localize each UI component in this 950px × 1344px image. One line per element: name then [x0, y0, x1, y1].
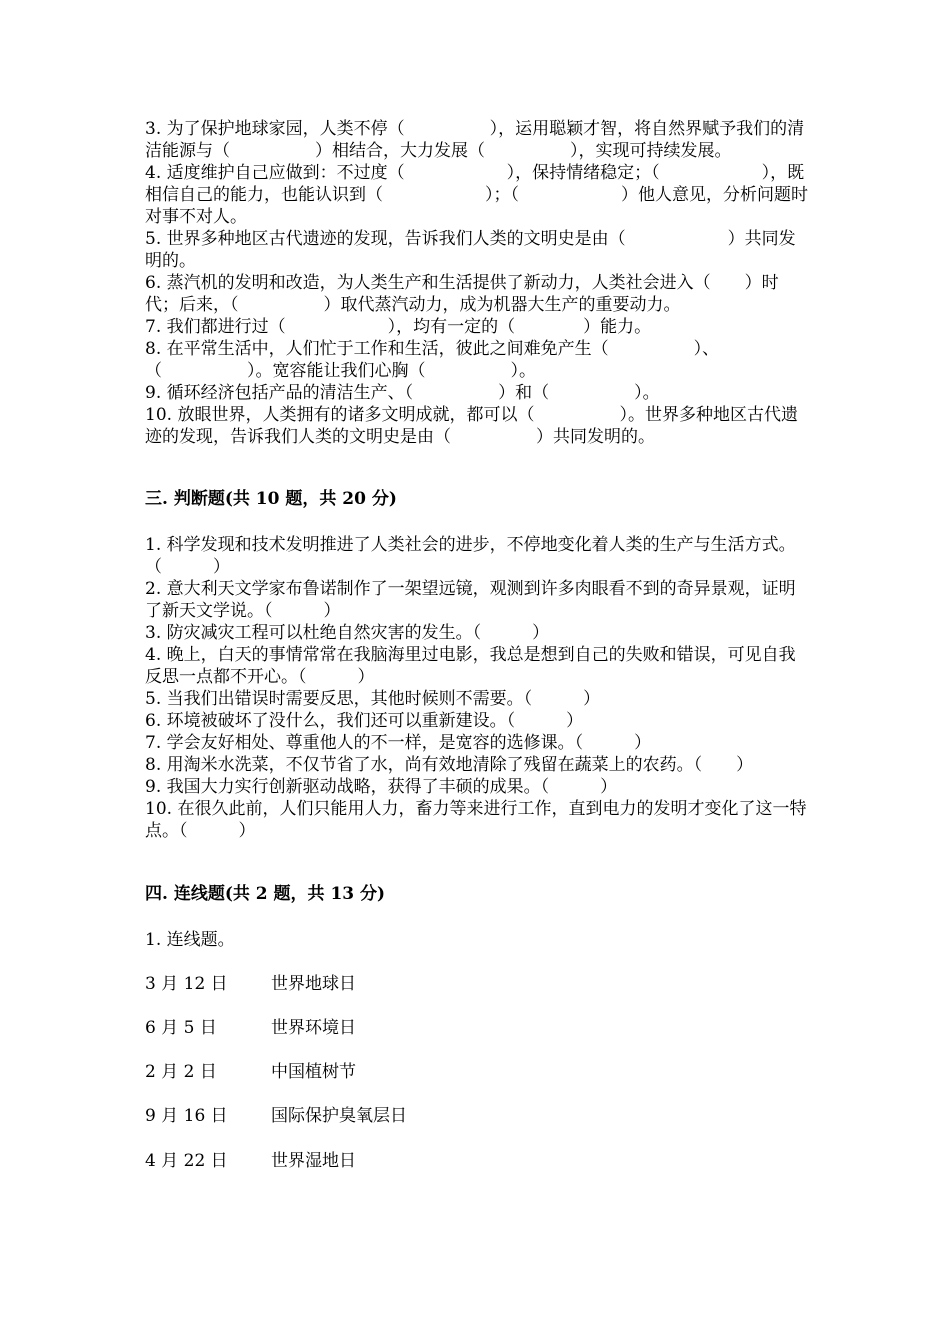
matching-event: 世界环境日 [271, 1018, 356, 1038]
question-item: 7. 学会友好相处、尊重他人的不一样，是宽容的选修课。（ ） [145, 733, 652, 753]
section-title-judgement: 三. 判断题(共 10 题，共 20 分) [145, 489, 397, 509]
question-item: 4. 晚上，白天的事情常常在我脑海里过电影，我总是想到自己的失败和错误，可见自我反思一点都不开心。（ ） [145, 645, 796, 687]
matching-date: 2 月 2 日 [145, 1062, 217, 1082]
question-item: 4. 适度维护自己应做到：不过度（ ），保持情绪稳定；（ ），既相信自己的能力，也能认识到（ ）；（ ）他人意见，分析问题时对事不对人。 [145, 163, 808, 227]
fill-blank-questions [145, 118, 810, 448]
matching-date: 3 月 12 日 [145, 974, 228, 994]
question-item: 3. 为了保护地球家园，人类不停（ ），运用聪颖才智，将自然界赋予我们的清洁能源与（ ）相结合，大力发展（ ），实现可持续发展。 [145, 119, 805, 161]
matching-date: 4 月 22 日 [145, 1151, 228, 1171]
matching-event: 世界地球日 [271, 974, 356, 994]
matching-event: 世界湿地日 [271, 1151, 356, 1171]
question-item: 9. 循环经济包括产品的清洁生产、（ ）和（ ）。 [145, 383, 660, 403]
matching-date: 9 月 16 日 [145, 1106, 228, 1126]
question-item: 10. 在很久此前，人们只能用人力，畜力等来进行工作，直到电力的发明才变化了这一特点。（ ） [145, 799, 807, 841]
matching-intro: 1. 连线题。 [145, 930, 235, 950]
question-item: 6. 环境被破坏了没什么，我们还可以重新建设。（ ） [145, 711, 584, 731]
section-title-matching: 四. 连线题(共 2 题，共 13 分) [145, 884, 386, 904]
matching-event: 国际保护臭氧层日 [271, 1106, 407, 1126]
question-item: 1. 科学发现和技术发明推进了人类社会的进步，不停地变化着人类的生产与生活方式。（ ） [145, 535, 796, 577]
matching-event: 中国植树节 [271, 1062, 356, 1082]
question-item: 2. 意大利天文学家布鲁诺制作了一架望远镜，观测到许多肉眼看不到的奇异景观，证明了新天文学说。（ ） [145, 579, 796, 621]
question-item: 3. 防灾减灾工程可以杜绝自然灾害的发生。（ ） [145, 623, 550, 643]
judgement-questions [145, 534, 810, 842]
question-item: 7. 我们都进行过（ ），均有一定的（ ）能力。 [145, 317, 652, 337]
question-item: 10. 放眼世界，人类拥有的诸多文明成就，都可以（ ）。世界多种地区古代遗迹的发现，告诉我们人类的文明史是由（ ）共同发明的。 [145, 405, 798, 447]
question-item: 5. 当我们出错误时需要反思，其他时候则不需要。（ ） [145, 689, 601, 709]
question-item: 9. 我国大力实行创新驱动战略，获得了丰硕的成果。（ ） [145, 777, 618, 797]
question-item: 6. 蒸汽机的发明和改造，为人类生产和生活提供了新动力，人类社会进入（ ）时代；后来，（ ）取代蒸汽动力，成为机器大生产的重要动力。 [145, 273, 779, 315]
question-item: 8. 用淘米水洗菜，不仅节省了水，尚有效地清除了残留在蔬菜上的农药。（ ） [145, 755, 754, 775]
question-item: 8. 在平常生活中，人们忙于工作和生活，彼此之间难免产生（ ）、（ ）。宽容能让我们心胸（ ）。 [145, 339, 720, 381]
matching-date: 6 月 5 日 [145, 1018, 217, 1038]
question-item: 5. 世界多种地区古代遗迹的发现，告诉我们人类的文明史是由（ ）共同发明的。 [145, 229, 796, 271]
